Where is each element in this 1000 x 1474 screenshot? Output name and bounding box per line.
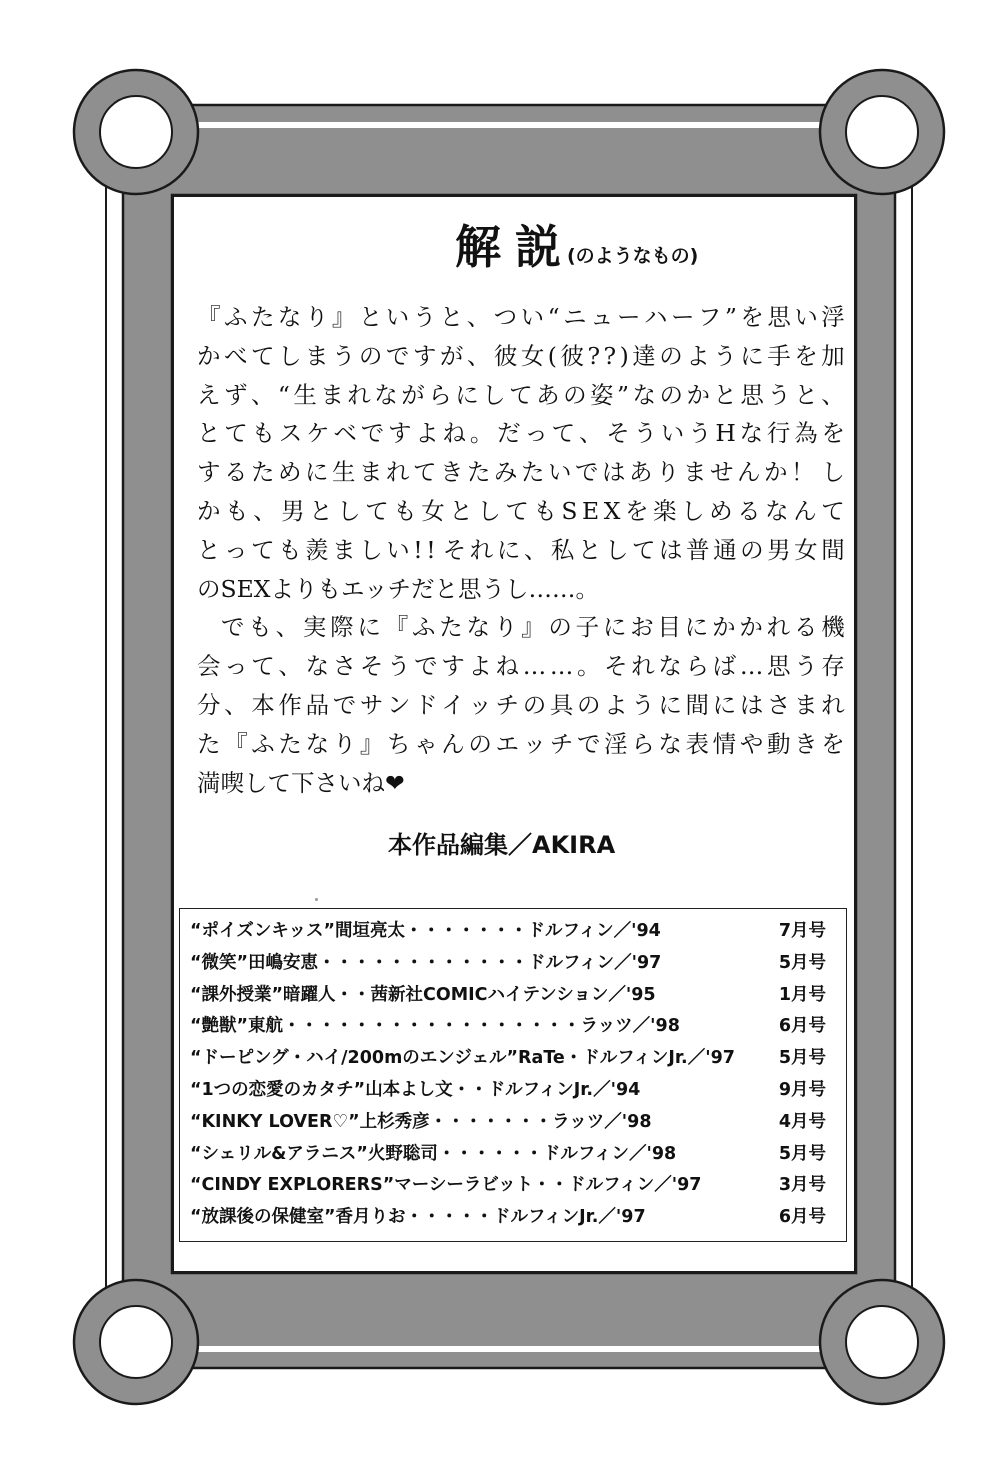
- work-author: 香月りお: [335, 1207, 406, 1227]
- list-item: [190, 1076, 840, 1104]
- corner-ornament-bottom-right: [820, 1280, 944, 1404]
- work-author: 田嶋安恵: [248, 953, 319, 973]
- work-issue: 5月号: [778, 1144, 826, 1164]
- work-author: マーシーラビット: [394, 1175, 534, 1195]
- leader-dots: ・・・・・・・: [404, 921, 528, 941]
- work-issue: 7月号: [778, 921, 826, 941]
- work-title: “KINKY LOVER♡”: [190, 1112, 360, 1132]
- paragraph-2: [197, 608, 845, 802]
- work-author: 間垣亮太: [334, 921, 405, 941]
- leader-dots: ・・: [533, 1175, 569, 1195]
- leader-dots: ・・・・・: [405, 1207, 494, 1227]
- leader-dots: ・・・・・・: [437, 1144, 543, 1164]
- work-publisher: ラッツ／'98: [552, 1112, 652, 1132]
- work-publisher: ドルフィン／'97: [528, 953, 662, 973]
- work-title: “1つの恋愛のカタチ”: [190, 1080, 366, 1100]
- work-issue: 1月号: [778, 985, 826, 1005]
- work-author: 山本よし文: [365, 1080, 453, 1100]
- list-item: [190, 1108, 840, 1136]
- commentary-text: [197, 298, 845, 802]
- work-issue: 5月号: [778, 953, 826, 973]
- work-issue: 6月号: [778, 1016, 826, 1036]
- title-subtitle: (のようなもの): [567, 245, 699, 267]
- work-publisher: ドルフィン／'98: [542, 1144, 677, 1164]
- text-line: と っ て も 羨 ま し い ! ! そ れ に 、 私 と し て は 普 通 の 男 女 間: [197, 535, 845, 564]
- list-item: [190, 917, 840, 945]
- work-issue: 3月号: [778, 1175, 826, 1195]
- work-title: “課外授業”: [190, 985, 284, 1005]
- work-author: 東航: [248, 1016, 284, 1036]
- text-line: た 『 ふ た な り 』 ち ゃ ん の エ ッ チ で 淫 ら な 表 情 や 動 き を: [197, 729, 845, 758]
- work-title: “艶獣”: [190, 1016, 249, 1036]
- text-line: 会 っ て 、 な さ そ う で す よ ね … … 。 そ れ な ら ば … 思 う 存: [197, 652, 845, 681]
- work-title: “放課後の保健室”: [190, 1207, 336, 1227]
- text-line: か べ て し ま う の で す が 、 彼 女 ( 彼 ? ? ) 達 の よ う に 手 を 加: [197, 341, 845, 370]
- list-item: [190, 949, 840, 977]
- leader-dots: ・・: [335, 985, 371, 1005]
- text-line: 『 ふ た な り 』 と い う と 、 つ い “ ニ ュ ー ハ ー フ ” を 思 い 浮: [197, 303, 845, 331]
- work-publisher: ドルフィンJr.／'97: [582, 1048, 735, 1068]
- corner-ornament-top-right: [820, 70, 944, 194]
- work-author: 上杉秀彦: [359, 1112, 430, 1132]
- work-issue: 9月号: [778, 1080, 826, 1100]
- corner-ornament-bottom-left: [74, 1280, 198, 1404]
- work-title: “ポイズンキッス”: [190, 921, 335, 941]
- title-main: 解説: [455, 220, 575, 274]
- work-author: RaTe: [518, 1048, 565, 1068]
- corner-ornament-top-left: [74, 70, 198, 194]
- work-publisher: ドルフィンJr.／'94: [487, 1080, 641, 1100]
- work-publisher: 茜新社COMICハイテンション／'95: [370, 985, 656, 1005]
- text-line: と て も ス ケ ベ で す よ ね 。 だ っ て 、 そ う い う H な 行 為 を: [197, 419, 845, 448]
- list-item: [190, 981, 840, 1009]
- page-title: [455, 204, 699, 274]
- text-line: のSEXよりもエッチだと思うし……。: [197, 574, 600, 603]
- work-publisher: ラッツ／'98: [580, 1016, 680, 1036]
- text-line: で も 、 実 際 に 『 ふ た な り 』 の 子 に お 目 に か か れ る 機: [221, 613, 845, 642]
- work-issue: 6月号: [778, 1207, 826, 1227]
- work-publisher: ドルフィン／'94: [527, 921, 661, 941]
- work-author: 火野聡司: [367, 1144, 438, 1164]
- work-publisher: ドルフィンJr.／'97: [493, 1207, 646, 1227]
- list-item: [190, 1044, 840, 1072]
- list-item: [190, 1203, 840, 1231]
- editor-credit: 本作品編集／AKIRA: [388, 831, 616, 859]
- speck: [315, 898, 318, 901]
- work-title: “微笑”: [190, 953, 249, 973]
- leader-dots: ・・・・・・・・・・・・: [318, 953, 529, 973]
- text-line: す る た め に 生 ま れ て き た み た い で は あ り ま せ ん か ！ し: [197, 458, 845, 487]
- work-issue: 5月号: [778, 1048, 826, 1068]
- work-title: “CINDY EXPLORERS”: [190, 1175, 395, 1195]
- paragraph-1: [197, 298, 845, 608]
- leader-dots: ・・: [452, 1080, 488, 1100]
- work-title: “シェリル&アラニス”: [190, 1144, 368, 1164]
- text-line: 分 、 本 作 品 で サ ン ド イ ッ チ の 具 の よ う に 間 に は さ ま れ: [197, 690, 845, 719]
- work-author: 暗躍人: [283, 985, 336, 1005]
- work-publisher: ドルフィン／'97: [568, 1175, 702, 1195]
- list-item: [190, 1140, 840, 1168]
- leader-dots: ・・・・・・・: [429, 1112, 553, 1132]
- text-line: え ず 、 “ 生 ま れ な が ら に し て あ の 姿 ” な の か と 思 う と 、: [197, 380, 845, 409]
- text-line: 満喫して下さいね❤: [197, 768, 405, 797]
- work-title: “ドーピング・ハイ/200mのエンジェル”: [190, 1048, 519, 1068]
- leader-dots: ・: [564, 1048, 583, 1068]
- list-item: [190, 1012, 840, 1040]
- leader-dots: ・・・・・・・・・・・・・・・・・: [283, 1016, 581, 1036]
- list-item: [190, 1171, 840, 1199]
- text-line: か も 、 男 と し て も 女 と し て も S E X を 楽 し め る な ん て: [197, 496, 845, 525]
- work-issue: 4月号: [778, 1112, 826, 1132]
